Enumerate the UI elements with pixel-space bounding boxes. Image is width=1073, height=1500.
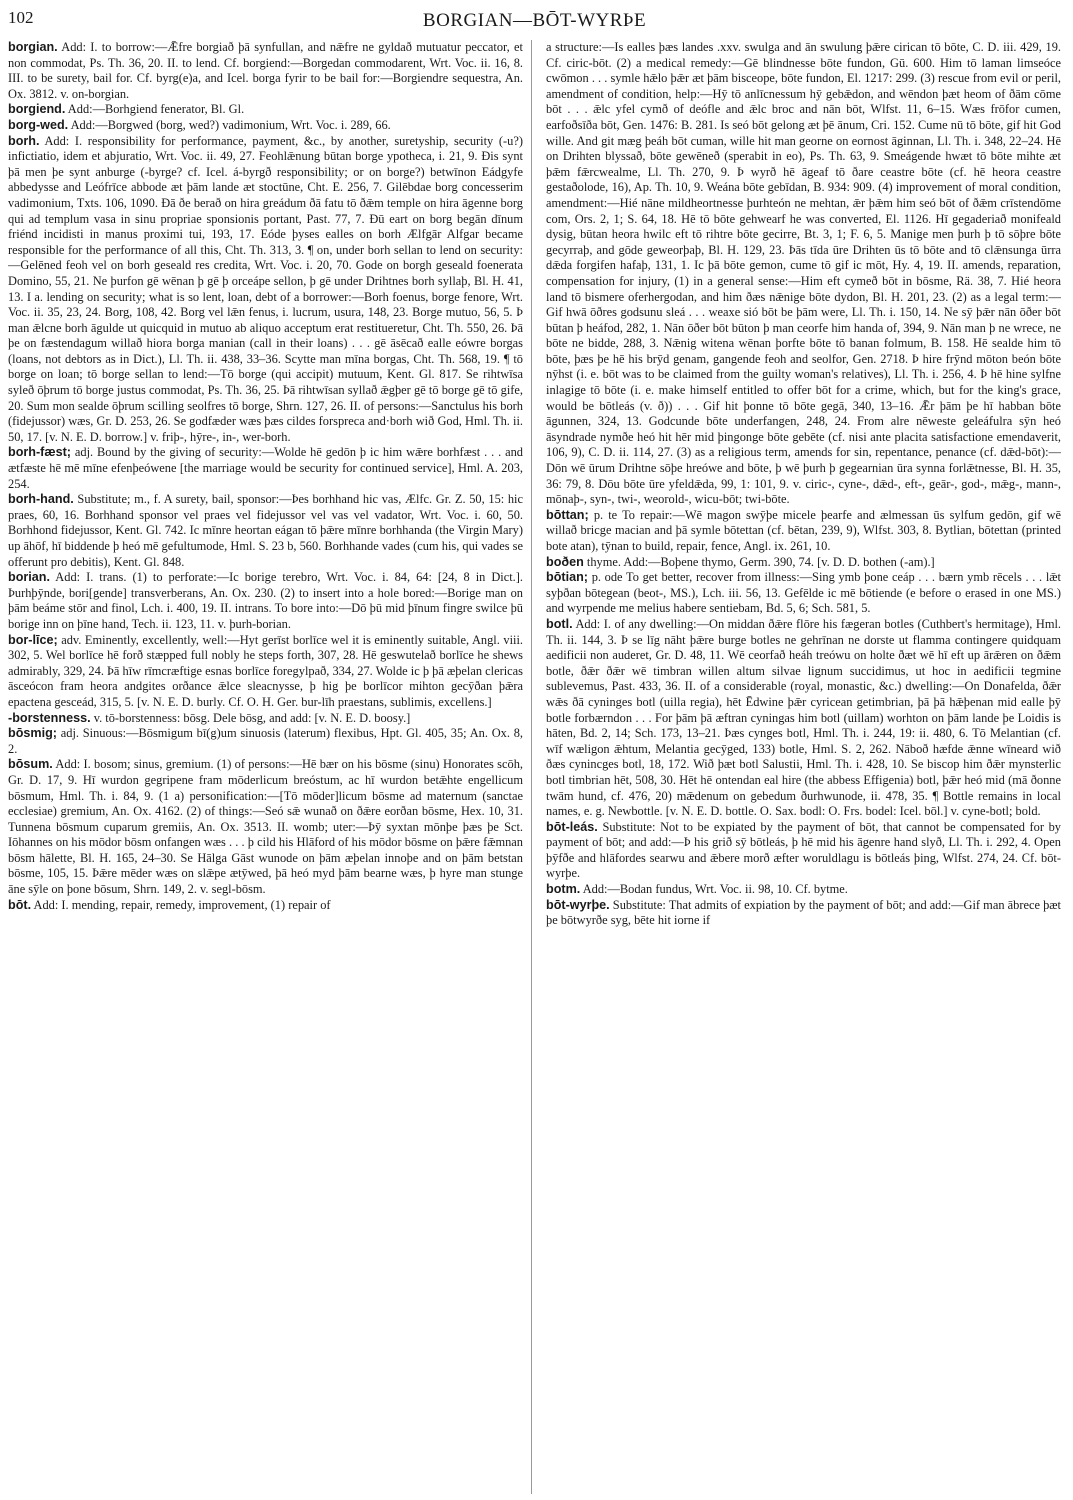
entry-text: Add:—Bodan fundus, Wrt. Voc. ii. 98, 10. Cf. bytme. [582,882,848,897]
entry-headword: borg-wed. [8,117,69,132]
page-header [8,4,1061,38]
dictionary-entry [546,820,1061,882]
dictionary-entry [8,492,523,570]
dictionary-entry [546,882,1061,898]
entry-headword: bor-līce; [8,632,58,647]
entry-headword: borgiend. [8,102,66,117]
dictionary-entry [8,118,523,134]
entry-text: Add: I. bosom; sinus, gremium. (1) of persons:—Hē bær on his bōsme (sinu) Honorates scōh, Gr. D. 17, 9. Hī wurdon gegripene fram mōderlicum breóstum, ac hī wurdon betǣhte engellicum bōsmum, Hml. Th. i. 84, 9. (1 a) personification:—[Tō mōder]licum bōsme ad maternum (sanctae ecclesiae) gremium, An. Ox. 4162. (2) of things:—Seó sǣ wunað on ðǣre eorðan bōsme, Hex. 10, 31. Tunnena bōsmum cuparum gremiis, An. Ox. 3513. II. womb; uter:—Þȳ syxtan mōnþe þæs þe Sct. Iōhannes on his mōdor bōsm onfangen wæs . . . þ cild his Hlāford of his mōdor bōsme on þǣre fǣmnan bōsm hālette, Bl. H. 165, 24–30. Se Hālga Gāst wunode on þām æþelan innoþe and on þām betstan bōsme, 105, 15. Þǣre mēder wæs on slǣpe ætȳwed, þā heó myd þām bearne wæs, þ hyre man stunge āne sȳle on þone bōsum, Shrn. 149, 2. v. segl-bōsm. [8,757,523,897]
entry-text: Substitute: Not to be expiated by the payment of bōt, that cannot be compensated for by payment of bōt; and add:—Þ his grið sȳ bōtleás, þ hē mid his āgenre hand slyð, Ll. Th. i. 292, 4. Open þȳfðe and hlāfordes searwu and ǣbere morð æfter woruldlagu is bōtleás þing, Wlfst. 274, 24. Cf. bōt-wyrþe. [546,819,1061,881]
page-number: 102 [8,8,34,27]
entry-text: Substitute; m., f. A surety, bail, sponsor:—Þes borhhand hic vas, Ælfc. Gr. Z. 50, 15: hic praes, 60, 16. Borhhand sponsor vel praes vel fidejussor vel vas vel vadator, Wrt. Voc. i. 60, 50. Borhhond fidejussor, Kent. Gl. 742. Ic mīnre heortan eágan tō þǣre mīnre borhhanda (the Virgin Mary) up āhōf, hī biddende þ heó mē gefultumode, Hml. S. 23 b, 560. Borhhande vades (cum his, qui vades se offerunt pro debitis), Kent. Gl. 848. [8,492,523,569]
dictionary-entry [8,633,523,711]
left-column [8,40,532,1494]
entry-text: v. tō-borstenness: bōsg. Dele bōsg, and add: [v. N. E. D. boosy.] [93,710,411,725]
entry-text: Add: I. responsibility for performance, payment, &c., by another, suretyship, security (-u?) infictiatio, idem et abjuratio, Wrt. Voc. ii. 49, 27. Feohlǣnung būtan borge ypotheca, i. 21, 9. Ðis synt þā men þe synt anburge (-byrge? cf. Icel. á-byrgð responsibility; or on borge?) betwīnon Eádgyfe abbedysse and Leófrīce abbode æt þām lande æt stoctūne, Cht. E. 256, 7. Gilēbdae borg concesserim vadimonium, Txts. 106, 1090. Ðā ðe berað on hira greádum ðā fatu tō ðǣm temple on hira āgenne borg qui ad templum vasa in sinu propriae sponsionis portant, Past. 77, 7. Ðū eart on borg begān dīnum friénd incidisti in manus proximi tui, 193, 17. Eóde þyses ealles on borh Ælfgār Alfgar became responsible for the performance of all this, Cht. Th. 313, 3. ¶ on, under borh sellan to lend on security:—Gelēned feoh vel on borh geseald res credita, Wrt. Voc. i. 20, 70. Gode on borgh geseald foenerata Domino, 55, 21. Ne þurfon gē wēnan þ gē þ orceápe sellon, þ gē under Drihtnes borh syllaþ, Bl. H. 41, 13. I a. lending on security; what is so lent, loan, debt of a borrower:—Borh foenus, borge fenore, Wrt. Voc. ii. 35, 23, 24. Borg, 108, 42. Borg vel lǣn fenus, i. lucrum, usura, 148, 23. Borge mutuo, 56, 5. Þ man ǣlcne borh āgulde ut quicquid in mutuo ab aliquo acceptum erat restitueretur, Cht. Th. 550, 26. Þā þe on fæstendagum willað hiora borga manian (call in their loans) . . . gē āsēcað ealle eówre borgas (loans, not debtors as in Dict.), Ll. Th. ii. 438, 33–36. Scytte man mīna borgas, Cht. Th. 568, 19. ¶ tō borge on loan; tō borge sellan to lend:—Tō borge (qui accipit) mutuum, Kent. Gl. 817. Se rihtwīsa syleð ōþrum tō borge justus commodat, Ps. Th. 36, 25. Þā rihtwīsan syllað ǣgþer gē tō borge gē tō gife, 20. Sum mon sealde ōþrum scilling seolfres tō borge, Shrn. 127, 26. II. of persons:—Sanctulus his borh (fidejussor) wæs, Gr. D. 253, 26. Se godfæder wæs þæs cildes forspreca and·borh wið God, Hml. Th. ii. 50, 17. [v. N. E. D. borrow.] v. friþ-, hȳre-, in-, wer-borh. [8,133,523,444]
entry-text: a structure:—Is ealles þæs landes .xxv. swulga and ān swulung þǣre cirican tō bōte, C. D. iii. 429, 19. Cf. ciric-bōt. (2) a medical remedy:—Gē blindnesse bōte fundon, Gū. 600. Him tō laman limseóce cwōmon . . . symle hǣlo þǣr æt þām bisceope, bōte fundon, El. 1217: 299. (3) rescue from evil or peril, amendment of condition, help:—Hȳ tō anlīcnessum hȳ gebǣdon, and wēndon þæt heom of ðām cōme bōt . . . ǣlc yfel cymð of deófle and ǣlc broc and nān bōt, Wlfst. 11, 6–15. Wæs frōfor cumen, earfoðsīða bōt, Gen. 1476: B. 281. Is seó bōt gelong æt þē ānum, Cri. 152. Cume nū tō bōte, gif hit God wille. And git mæg þeáh bōt cuman, wille hit man georne on eornost āginnan, Ll. Th. i. 348, 22–24. Hē on Drihten blyssað, bōte gewēneð (sperabit in eo), Ps. Th. 63, 9. Smeágende hwæt tō bōte mihte æt þǣm fǣrcwealme, Ll. Th. 270, 9. Þ wyrð hē āgeaf tō ðare ceastre bōte (cf. hē heora ceastre gestaðolode, 16), Ap. Th. 10, 9. Weána bōte gebīdan, B. 934: 909. (4) improvement of moral condition, amendment:—Hié nāne mildheortnesse þurhteón ne mehtan, ǣr þǣm him seó bōt of ðǣm crīstendōme com, Ors. 2, 1; S. 64, 18. Hē tō bōte gehwearf he was converted, El. 1126. Hī gegaderiað monifeald dysig, būtan heora hwilc eft tō rihtre bōte gecirre, Bt. 3, 1; F. 6, 5. Manige men þurh þ tō sōþre bōte gecyrraþ, and gōde geweorþaþ, Bl. H. 129, 23. Þās tīda ūre Drihten ūs tō bōte and tō clǣnsunga ūrra dǣda forgifen hafaþ, 131, 1. Ic þā bōte gemon, cume tō gif ic mōt, Hy. 4, 19. II. amends, reparation, compensation for injury, (1) in a general sense:—Him eft cymeð bōt in bōsme, Rä. 38, 7. Hié heora land tō bismere oferhergodan, and him ðæs nǣnige bōte dydon, Bl. H. 201, 23. (2) as a legal term:—Gif hwā ōðres godsunu sleá . . . weaxe sió bōt be þām were, Ll. Th. i. 150, 14. Ne sȳ þǣr nān ōðer bōt būtan þ heáfod, 282, 1. Nān ōðer bōt būton þ man ceorfe him handa of, 394, 9. Nān man þ ne wrece, ne bōte ne bidde, 288, 3. Nǣnig witena wēnan þorfte bōte tō banan folmum, B. 158. Hē sealde him tō bōte, þæs þe hē his brȳd genam, gangende feoh and seolfor, Gen. 2718. Þ hire frȳnd mōton beón bōte nȳhst (i. e. bōt was to be claimed from the guilty woman's relatives), Ll. Th. i. 256, 4. Þ hē hine sylfne inlagige tō bōte (i. e. make himself entitled to offer bōt for a crime, which, but for the king's grace, would be bōtleás (v. ð)) . . . Gif hit þonne tō bōte gegā, 340, 13–16. Ǣr þām þe hī habban bōte āgunnen, 324, 13. Godcunde bōte underfangen, 248, 24. From alre nēweste geleáfulra sȳn heó āsyndrade nymðe heó hit hēr mid þingonge bōte gebēte (cf. nisi ante placita satisfactione emendaverit, 106, 9), C. D. ii. 114, 27. (3) as a religious term, amends for sin, repentance, penance (cf. dǣd-bōt):—Dōn wē ūrum Drihtne sōþe hreówe and bōte, þ wē þurh þ gegearnian ūra synna forlǣtnesse, Bl. H. 35, 36: 79, 8. Dōu bōte ūre yfeldǣda, 99, 1: 101, 9. v. ciric-, cyne-, dǣd-, eft-, geār-, god-, mǣg-, mann-, mōnaþ-, syn-, twi-, weorold-, wicu-bōt; twi-bōte. [546,40,1061,507]
entry-headword: bōt-wyrþe. [546,897,610,912]
dictionary-entry [8,898,523,914]
entry-headword: boðen [546,554,584,569]
text-columns [8,40,1061,1494]
entry-text: Add: I. trans. (1) to perforate:—Ic borige terebro, Wrt. Voc. i. 84, 64: [24, 8 in Dict.]. Þurhþȳnde, bori[gende] transverberans, An. Ox. 230. (2) to insert into a hole bored:—Borige man on þām beáme stōr and finol, Lch. i. 400, 19. II. intrans. To bore into:—Dō þū mid þīnum fingre swilce þū borige inn on þīne hand, Tech. ii. 123, 11. v. þurh-borian. [8,570,523,631]
entry-headword: botl. [546,616,573,631]
entry-headword: bōt. [8,897,32,912]
entry-text: Add: I. mending, repair, remedy, improvement, (1) repair of [33,897,331,912]
dictionary-entry [546,898,1061,929]
dictionary-entry [8,726,523,757]
entry-text: Add:—Borhgiend fenerator, Bl. Gl. [67,102,245,117]
entry-text: adj. Bound by the giving of security:—Wolde hē gedōn þ ic him wǣre borhfæst . . . and ætfæste hē mē mīne efenþeówene [the marriage would be security for continued service], Hml. A. 203, 254. [8,445,523,491]
dictionary-entry [8,40,523,102]
dictionary-entry [8,134,523,446]
entry-text: Add: I. to borrow:—Ǣfre borgiað þā synfullan, and nǣfre ne gyldað mutuatur peccator, et non commodat, Ps. Th. 36, 20. II. to lend. Cf. borgiend:—Borgedan commodarent, Wrt. Voc. ii. 16, 8. III. to be surety, bail for. Cf. byrg(e)a, and Icel. borga fyrir to be bail for:—Borgiendre sequestra, An. Ox. 3812. v. on-borgian. [8,40,523,101]
entry-headword: bōttan; [546,507,589,522]
dictionary-entry [8,570,523,632]
entry-headword: borh. [8,133,40,148]
entry-headword: bōsum. [8,757,53,772]
entry-text: p. ode To get better, recover from illness:—Sing ymb þone ceáp . . . bærn ymb rēcels . . . lǣt syþðan bōtegean (beot-, MS.), Lch. iii. 56, 13. Gefēlde ic mē bōtiende (e before o erased in one MS.) and wyrpende me melius habere sentiebam, Bd. 5, 6; Sch. 581, 5. [546,570,1061,616]
entry-headword: borgian. [8,40,58,54]
entry-headword: -borstenness. [8,710,91,725]
entry-text: Add: I. of any dwelling:—On middan ðǣre flōre his fægeran botles (Cuthbert's hermitage), Hml. Th. ii. 144, 3. Þ se līg nāht þǣre burge botles ne gehrīnan ne dorste ut flamma contingere quidquam aedificii non auderet, Gr. D. 48, 11. Wē ceorfað heáh treówu on holte ðæt wē hī eft up ārǣren on ðǣm botle, ðǣr ðǣr wē timbran willen altum silvae lignum succidimus, ut hoc in aedificii tegmine sublevemus, Past. 433, 36. II. of a considerable (royal, monastic, &c.) dwelling:—On Donafelda, ðǣr wǣs ðā cyninges botl (uilla regia), hēt Ēdwine þǣr cyricean getimbrian, þā þā hǣþenan mid ealle þȳ botle forbærndon . . . For þām þā æftran cyningas him botl (uillam) worhton on þām lande þe Loidis is hāten, Bd. 2, 14; Sch. 173, 13–21. Þæs cynges botl, Hml. Th. i. 244, 19: ii. 480, 6. Tō Melantian (cf. wīf wæligon ǣhtum, Melantia gecȳged, 133) botle, Hml. S. 2, 262. Nāboð hæfde ǣnne wīneard wið ðæs cynincges botl, 18, 172. Wið þæt botl Salustii, Hml. Th. i. 428, 10. Se biscop him ðǣr mynsterlic botl timbrian hēt, 508, 30. Hēt hē ontendan eal hire (the abbess Effigenia) botl, þǣr heó mid (mā ðonne twām hund, cf. 476, 20) mǣdenum on gebedum ðurhwunode, ii. 478, 35. ¶ Bottle remains in local names, e. g. Newbottle. [v. N. E. D. bottle. O. Sax. bodl: O. Frs. bodel: Icel. bōl.] v. cyne-botl; bold. [546,616,1061,819]
entry-headword: bōtian; [546,570,588,585]
dictionary-entry [8,445,523,492]
entry-text: thyme. Add:—Boþene thymo, Germ. 390, 74. [v. D. D. bothen (-am).] [586,554,935,569]
entry-text: adv. Eminently, excellently, well:—Hyt gerīst borlīce wel it is eminently suitable, Angl. viii. 302, 5. Wel borlīce hē forð stæpped full nobly he steps forth, 307, 28. Hē geswutelað borlīce he shews admirably, 329, 24. Þā hīw rīmcræftige esnas borlīce foregylpað, 334, 27. Wolde ic þ þā æþelan clericas āsceócon fram heora andgites orðance ǣlce sleacnysse, þ hig þe borlīcor mihton gecȳðan þǣra epactena gesceád, 315, 5. [v. N. E. D. burly. Cf. O. H. Ger. bur-līh praestans, sublimis, excellens.] [8,632,523,709]
running-head: BORGIAN—BŌT-WYRÞE [422,10,647,31]
entry-headword: bōsmig; [8,726,57,741]
entry-headword: borh-fæst; [8,445,71,460]
dictionary-entry [546,570,1061,617]
right-column [546,40,1061,1494]
entry-text: Substitute: That admits of expiation by the payment of bōt; and add:—Gif man ābrece þæt þe bōtwyrðe syg, bēte hit iorne if [546,897,1061,928]
dictionary-entry [546,40,1061,508]
dictionary-entry [8,102,523,118]
entry-text: Add:—Borgwed (borg, wed?) vadimonium, Wrt. Voc. i. 289, 66. [70,117,391,132]
entry-text: p. te To repair:—Wē magon swȳþe micele þearfe and ælmessan ūs sylfum gedōn, gif wē willað bricge macian and þā symle bōtettan (cf. bētan, 239, 9), Wlfst. 303, 8. Bytlian, bōtettan (printed bote atan), tȳnan to build, repair, fence, Angl. ix. 261, 10. [546,507,1061,553]
dictionary-entry [546,508,1061,555]
dictionary-entry [546,617,1061,820]
entry-headword: botm. [546,882,581,897]
dictionary-entry [8,757,523,897]
entry-text: adj. Sinuous:—Bōsmigum bī(g)um sinuosis (laterum) flexibus, Hpt. Gl. 405, 35; An. Ox. 8, 2. [8,726,523,756]
entry-headword: borh-hand. [8,492,74,507]
entry-headword: borian. [8,570,50,585]
dictionary-entry [8,711,523,727]
entry-headword: bōt-leás. [546,819,598,834]
dictionary-entry [546,555,1061,571]
